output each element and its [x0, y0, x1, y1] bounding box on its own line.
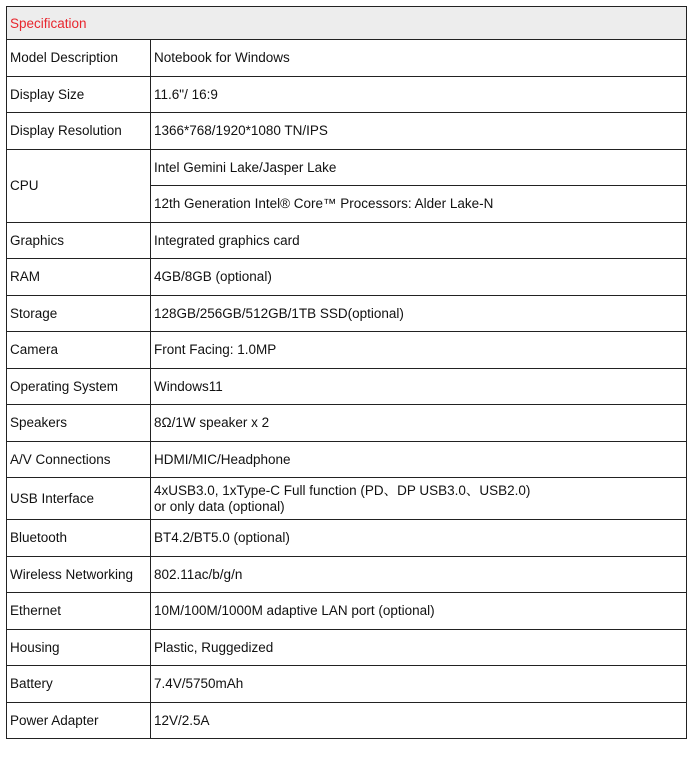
spec-row-ram	[7, 259, 687, 296]
spec-value: Notebook for Windows	[151, 40, 687, 77]
spec-row-power-adapter	[7, 702, 687, 739]
spec-row-model-description	[7, 40, 687, 77]
spec-row-camera	[7, 332, 687, 369]
spec-value: Front Facing: 1.0MP	[151, 332, 687, 369]
spec-value: 8Ω/1W speaker x 2	[151, 405, 687, 442]
table-title: Specification	[7, 7, 687, 40]
spec-label: Power Adapter	[7, 702, 151, 739]
spec-value: Intel Gemini Lake/Jasper Lake	[151, 149, 687, 186]
spec-row-operating-system	[7, 368, 687, 405]
spec-label: CPU	[7, 149, 151, 222]
spec-row-display-size	[7, 76, 687, 113]
spec-value: 4GB/8GB (optional)	[151, 259, 687, 296]
spec-value: 128GB/256GB/512GB/1TB SSD(optional)	[151, 295, 687, 332]
spec-value-line: 4xUSB3.0, 1xType-C Full function (PD、DP USB3.0、USB2.0)	[154, 482, 531, 498]
spec-label: Ethernet	[7, 593, 151, 630]
spec-label: Model Description	[7, 40, 151, 77]
spec-label: Display Resolution	[7, 113, 151, 150]
spec-label: Housing	[7, 629, 151, 666]
spec-label: Graphics	[7, 222, 151, 259]
spec-value: HDMI/MIC/Headphone	[151, 441, 687, 478]
spec-value: 12V/2.5A	[151, 702, 687, 739]
spec-row-battery	[7, 666, 687, 703]
specification-table	[6, 6, 687, 739]
spec-value: Plastic, Ruggedized	[151, 629, 687, 666]
spec-label: Speakers	[7, 405, 151, 442]
spec-label: Display Size	[7, 76, 151, 113]
spec-row-ethernet	[7, 593, 687, 630]
spec-value	[151, 478, 687, 520]
spec-label: RAM	[7, 259, 151, 296]
spec-row-usb-interface	[7, 478, 687, 520]
spec-label: Storage	[7, 295, 151, 332]
spec-row-housing	[7, 629, 687, 666]
spec-value: 11.6"/ 16:9	[151, 76, 687, 113]
spec-value: Integrated graphics card	[151, 222, 687, 259]
spec-value: 10M/100M/1000M adaptive LAN port (optional)	[151, 593, 687, 630]
spec-value: 1366*768/1920*1080 TN/IPS	[151, 113, 687, 150]
spec-label: A/V Connections	[7, 441, 151, 478]
spec-value: 7.4V/5750mAh	[151, 666, 687, 703]
spec-value: BT4.2/BT5.0 (optional)	[151, 520, 687, 557]
spec-value: 12th Generation Intel® Core™ Processors: Alder Lake-N	[151, 186, 687, 223]
spec-row-speakers	[7, 405, 687, 442]
spec-value-line: or only data (optional)	[154, 498, 285, 514]
spec-row-graphics	[7, 222, 687, 259]
spec-label: Wireless Networking	[7, 556, 151, 593]
spec-row-storage	[7, 295, 687, 332]
spec-label: USB Interface	[7, 478, 151, 520]
title-row	[7, 7, 687, 40]
spec-row-cpu	[7, 149, 687, 186]
spec-row-wireless-networking	[7, 556, 687, 593]
spec-label: Camera	[7, 332, 151, 369]
spec-value: Windows11	[151, 368, 687, 405]
spec-row-av-connections	[7, 441, 687, 478]
spec-label: Bluetooth	[7, 520, 151, 557]
spec-label: Battery	[7, 666, 151, 703]
spec-label: Operating System	[7, 368, 151, 405]
spec-value: 802.11ac/b/g/n	[151, 556, 687, 593]
spec-row-bluetooth	[7, 520, 687, 557]
spec-row-display-resolution	[7, 113, 687, 150]
